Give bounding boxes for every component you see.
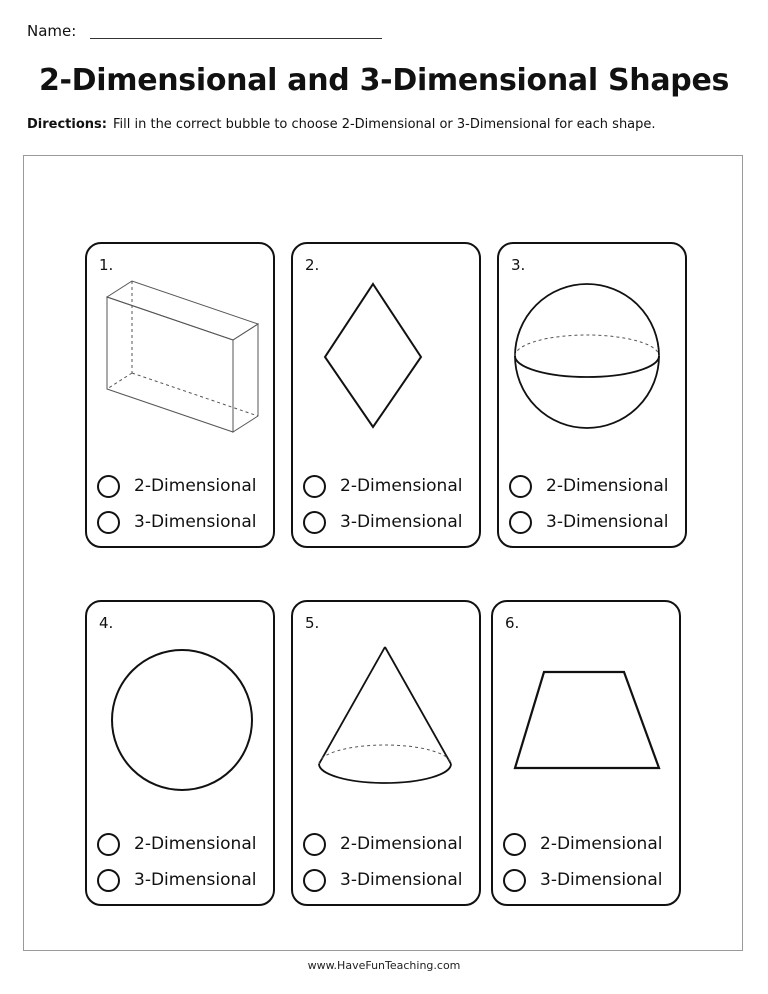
name-line[interactable] [90,38,382,39]
answer-bubble-3d[interactable] [509,511,532,534]
option-3d[interactable] [503,866,662,894]
trapezoid-shape [493,602,683,908]
option-label: 2-Dimensional [134,834,257,854]
option-3d[interactable] [509,508,668,536]
card-number: 1. [99,256,114,274]
card-number: 2. [305,256,320,274]
answer-bubble-2d[interactable] [303,475,326,498]
answer-bubble-3d[interactable] [97,869,120,892]
directions-text: Fill in the correct bubble to choose 2-Dimensional or 3-Dimensional for each shape. [112,117,656,132]
option-2d[interactable] [303,472,462,500]
answer-bubble-2d[interactable] [303,833,326,856]
answer-bubble-2d[interactable] [509,475,532,498]
circle-shape [87,602,277,908]
option-3d[interactable] [97,508,256,536]
name-label: Name: [27,22,77,40]
option-label: 3-Dimensional [134,870,257,890]
shape-card-6 [491,600,681,906]
option-2d[interactable] [509,472,668,500]
option-label: 2-Dimensional [340,476,463,496]
answer-bubble-2d[interactable] [97,475,120,498]
option-2d[interactable] [503,830,662,858]
card-number: 6. [505,614,520,632]
rectangular-prism-shape [87,244,277,550]
option-label: 2-Dimensional [540,834,663,854]
option-label: 3-Dimensional [340,870,463,890]
worksheet-title: 2-Dimensional and 3-Dimensional Shapes [38,63,730,98]
card-number: 3. [511,256,526,274]
option-3d[interactable] [303,508,462,536]
answer-bubble-3d[interactable] [303,511,326,534]
shape-card-5 [291,600,481,906]
option-3d[interactable] [303,866,462,894]
option-label: 3-Dimensional [134,512,257,532]
footer-url: www.HaveFunTeaching.com [307,959,461,972]
shape-card-4 [85,600,275,906]
answer-bubble-3d[interactable] [503,869,526,892]
card-number: 4. [99,614,114,632]
card-number: 5. [305,614,320,632]
directions [27,117,656,132]
shape-card-3 [497,242,687,548]
option-label: 3-Dimensional [340,512,463,532]
option-label: 3-Dimensional [540,870,663,890]
answer-bubble-2d[interactable] [97,833,120,856]
answer-bubble-3d[interactable] [303,869,326,892]
rhombus-shape [293,244,483,550]
option-2d[interactable] [303,830,462,858]
option-label: 2-Dimensional [340,834,463,854]
option-label: 3-Dimensional [546,512,669,532]
answer-bubble-2d[interactable] [503,833,526,856]
sphere-shape [499,244,689,550]
option-3d[interactable] [97,866,256,894]
directions-label: Directions: [27,117,107,132]
option-2d[interactable] [97,472,256,500]
option-2d[interactable] [97,830,256,858]
shape-card-2 [291,242,481,548]
cone-shape [293,602,483,908]
option-label: 2-Dimensional [546,476,669,496]
shape-card-1 [85,242,275,548]
option-label: 2-Dimensional [134,476,257,496]
answer-bubble-3d[interactable] [97,511,120,534]
